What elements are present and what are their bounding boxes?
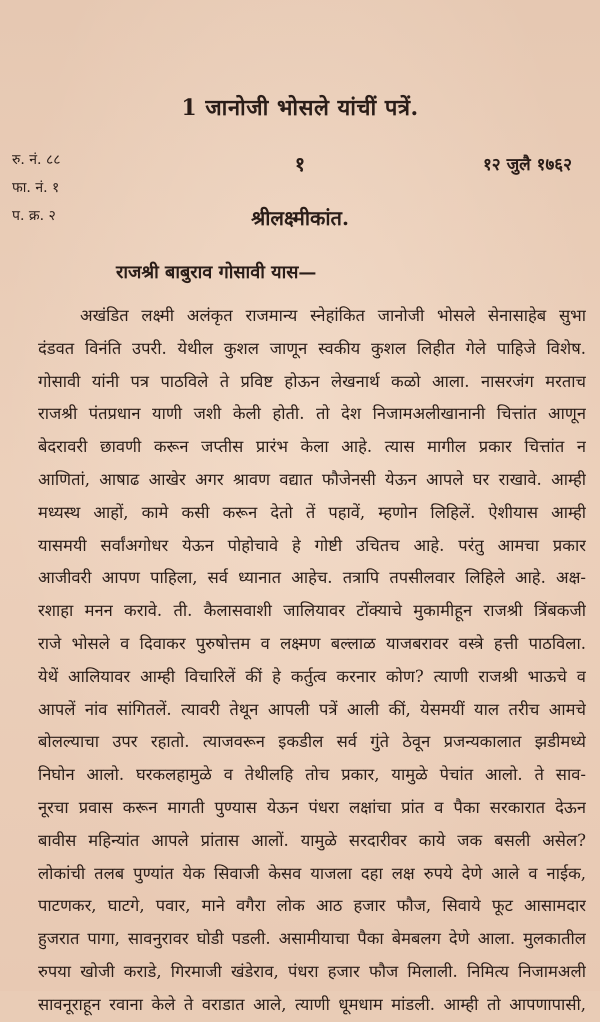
body-line: बेदरावरी छावणी करून जप्तीस प्रारंभ केला आहे. त्यास मागील प्रकार चित्तांत न	[38, 437, 586, 457]
body-line: मध्यस्थ आहों, कामे कसी करून देतो तें पहावें, म्हणोन लिहिलें. ऐशीयास आम्ही	[38, 502, 586, 522]
page-title: 1 जानोजी भोसले यांचीं पत्रें.	[181, 95, 419, 121]
body-line: यासमयी सर्वांअगोधर येऊन पोहोचावे हे गोष्टी उचितच आहे. परंतु आमचा प्रकार	[38, 535, 586, 555]
body-line: सावनूराहून रवाना केले ते वराडात आले, त्याणी धूमधाम मांडली. आम्ही तो आपणापासी,	[38, 994, 586, 1014]
bleed-through-text	[200, 34, 530, 48]
body-line: गोसावी यांनी पत्र पाठविले ते प्रविष्ट होऊन लेखनार्थ कळो आला. नासरजंग मरताच	[38, 371, 586, 391]
body-line: पाटणकर, घाटगे, पवार, माने वगैरा लोक आठ हजार फौज, सिवाये फूट आसामदार	[38, 896, 586, 916]
letter-number: १	[294, 152, 306, 176]
body-line: बावीस महिन्यांत आपले प्रांतास आलों. यामुळे सरदारीवर काये जक बसली असेल?	[38, 830, 586, 850]
salutation: राजश्री बाबुराव गोसावी यास—	[116, 262, 317, 283]
letter-body	[38, 300, 586, 1022]
body-line: राजश्री पंतप्रधान याणी जशी केली होती. तो देश निजामअलीखानानी चित्तांत आणून	[38, 404, 586, 424]
meta-pa-kramank: प. क्र. २	[12, 208, 56, 224]
body-line: अखंडित लक्ष्मी अलंकृत राजमान्य स्नेहांकित जानोजी भोसले सेनासाहेब सुभा	[80, 306, 586, 325]
meta-ru-number: रु. नं. ८८	[12, 152, 61, 168]
body-line: दंडवत विनंति उपरी. येथील कुशल जाणून स्वकीय कुशल लिहीत गेले पाहिजे विशेष.	[38, 338, 586, 358]
invocation-heading: श्रीलक्ष्मीकांत.	[251, 206, 349, 230]
body-line: रशाहा मनन करावे. ती. कैलासवाशी जालियावर टोंक्याचे मुकामीहून राजश्री त्रिंबकजी	[38, 601, 586, 621]
body-line: नूरचा प्रवास करून मागती पुण्यास येऊन पंधरा लक्षांचा प्रांत व पैका सरकारात देऊन	[38, 797, 586, 817]
body-line: राजे भोसले व दिवाकर पुरुषोत्तम व लक्ष्मण बल्लाळ याजबरावर वस्त्रे हत्ती पाठविला.	[38, 633, 586, 653]
meta-fa-number: फा. नं. १	[12, 180, 60, 196]
body-line: आजीवरी आपण पाहिला, सर्व ध्यानात आहेच. तत्रापि तपसीलवार लिहिले आहे. अक्ष-	[38, 568, 586, 588]
body-line: बोलल्याचा उपर रहातो. त्याजवरून इकडील सर्व गुंते ठेवून प्रजन्यकालात झडीमध्ये	[38, 732, 586, 752]
body-line: हुजरात पागा, सावनुरावर घोडी पडली. असामीयाचा पैका बेमबलग देणे आला. मुलकातील	[38, 929, 586, 949]
body-line: आणितां, आषाढ आखेर अगर श्रावण वद्यात फौजेनसी येऊन आपले घर राखावे. आम्ही	[38, 469, 586, 489]
body-line: आपलें नांव सांगितलें. त्यावरी तेथून आपली पत्रें आली कीं, येसमयीं याल तरीच आमचे	[38, 699, 586, 719]
body-line: रुपया खोजी कराडे, गिरमाजी खंडेराव, पंधरा हजार फौज मिलाली. निमित्य निजामअली	[38, 961, 586, 981]
body-line: निघोन आलो. घरकलहामुळे व तेथीलहि तोच प्रकार, यामुळे पेचांत आलो. ते साव-	[38, 765, 586, 785]
body-line: लोकांची तलब पुण्यांत येक सिवाजी केसव याजला दहा लक्ष रुपये देणे आले व नाईक,	[38, 863, 586, 883]
body-line: येथें आलियावर आम्ही विचारिलें कीं हे कर्तुत्व करनार कोण? त्याणी राजश्री भाऊचे व	[38, 666, 586, 686]
letter-date: १२ जुलै १७६२	[482, 155, 572, 175]
